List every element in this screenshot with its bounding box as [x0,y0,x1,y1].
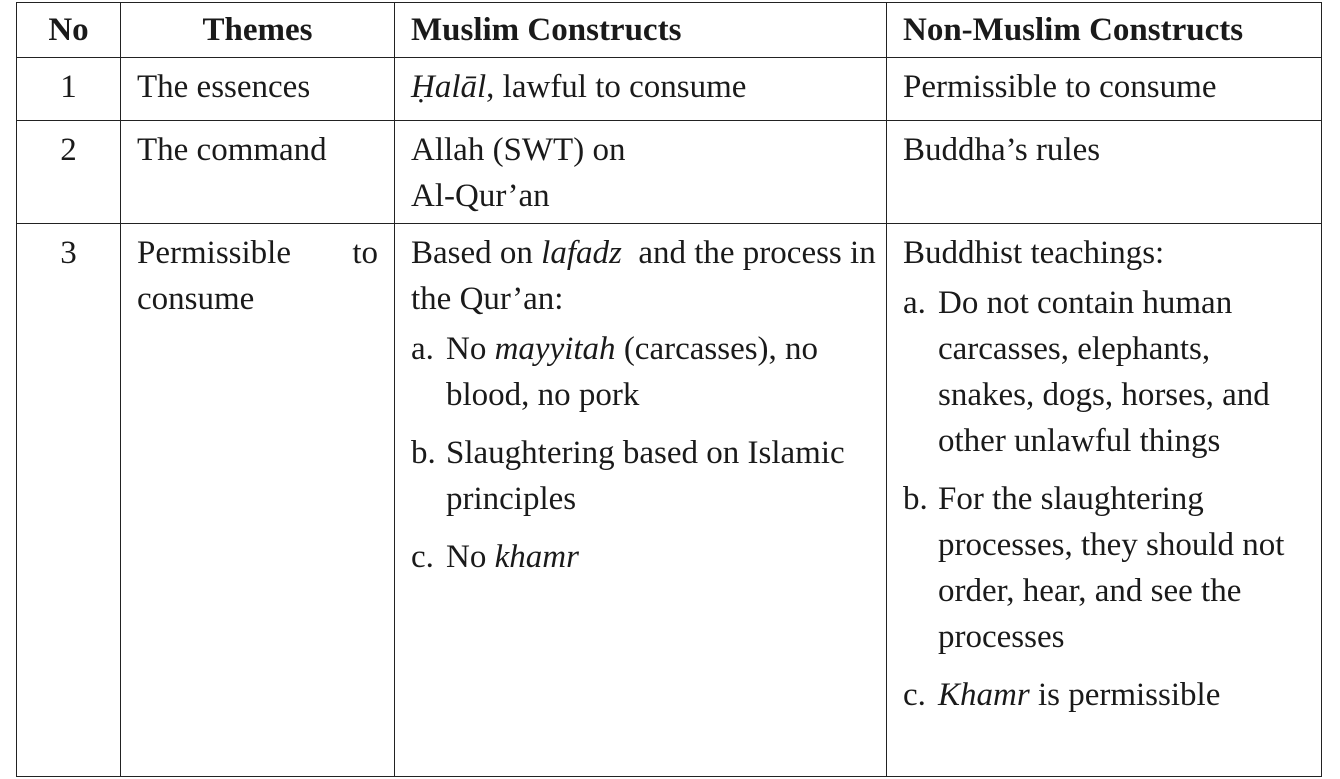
list-item [411,534,876,580]
header-no: No [17,3,121,58]
list-item [903,672,1311,718]
italic-term: mayyitah [494,331,616,367]
cell-intro: Buddhist teachings: [903,235,1165,271]
muslim-construct-cell [395,58,887,121]
theme-cell [121,224,395,777]
italic-term: khamr [494,539,579,575]
muslim-construct-cell [395,224,887,777]
cell-text: (carcasses), no blood, no pork [446,331,819,413]
list-label: b. [411,435,436,471]
header-row [17,3,1322,58]
list-item [903,280,1311,464]
comparison-table [16,2,1322,777]
cell-intro [411,230,884,322]
list-text: For the slaughtering processes, they should not order, hear, and see the processes [938,481,1285,655]
cell-text: No [446,331,495,367]
theme-cell: The command [121,121,395,224]
cell-text: No [446,539,495,575]
row-number: 3 [17,224,121,777]
list-label: b. [903,481,928,517]
header-non-muslim-constructs: Non-Muslim Constructs [887,3,1322,58]
non-muslim-construct-cell: Permissible to consume [887,58,1322,121]
header-themes: Themes [121,3,395,58]
cell-line: consume [137,281,255,317]
list-text [446,534,876,580]
non-muslim-construct-cell [887,224,1322,777]
non-muslim-construct-cell: Buddha’s rules [887,121,1322,224]
header-muslim-constructs: Muslim Constructs [395,3,887,58]
italic-term: Khamr [938,677,1030,713]
list-item [411,326,876,418]
list-text [938,672,1311,718]
list-label: c. [903,677,926,713]
table-row [17,58,1322,121]
cell-line: Al-Qur’an [411,178,550,214]
list-label: a. [903,285,926,321]
list-label: a. [411,331,434,367]
row-number: 1 [17,58,121,121]
list-text: Do not contain human carcasses, elephants, snakes, dogs, horses, and other unlawful things [938,285,1270,459]
list-item [411,430,876,522]
table-row [17,224,1322,777]
table-row [17,121,1322,224]
row-number: 2 [17,121,121,224]
theme-cell: The essences [121,58,395,121]
cell-text: Based on [411,235,542,271]
cell-text: is permissible [1029,677,1221,713]
cell-text: and the process in the Qur’an: [411,235,884,317]
muslim-construct-cell [395,121,887,224]
cell-text: , lawful to consume [486,69,747,105]
italic-term: Ḥalāl [411,69,487,105]
list-label: c. [411,539,434,575]
cell-line: Allah (SWT) on [411,132,626,168]
list-text [446,430,876,522]
cell-text: Slaughtering based on Islamic principles [446,435,845,517]
italic-term: lafadz [541,235,622,271]
cell-word: to [352,235,378,271]
cell-line [137,230,378,276]
cell-word: Permissible [137,235,291,271]
list-item [903,476,1311,660]
list-text [446,326,876,418]
